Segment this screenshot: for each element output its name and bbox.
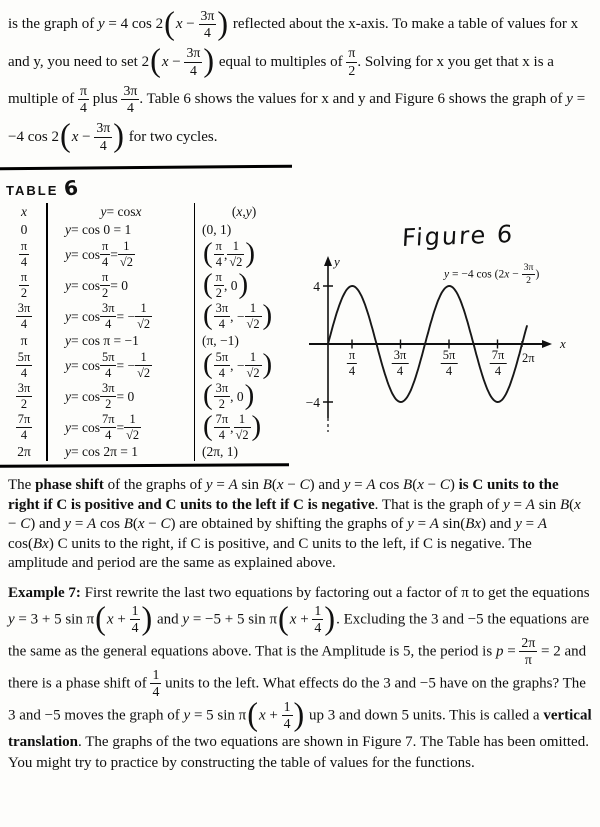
table-cell-x: 3π 4 (2, 301, 48, 332)
table-cell-pair: ( 7π 4 , 1 √2 ) (203, 410, 262, 443)
table-cell-pair: ( π 2 , 0 ) (203, 268, 249, 301)
table-row (2, 381, 293, 412)
x-tick-label-7pi-4: $\frac{7\pi}{4}$ (491, 348, 505, 379)
table-row (2, 412, 293, 443)
x-axis-arrow-icon (542, 340, 552, 348)
table-cell-pair: ( π 4 , 1 √2 ) (203, 237, 255, 270)
table-header-equation: y = cos x (48, 203, 195, 221)
figure-plot (296, 253, 596, 439)
table-label-number: 6 (62, 175, 80, 201)
paragraph-example-7: Example 7: First rewrite the last two equations by factoring out a factor of π to get the equations y = 3 + 5 sin π(x + $\frac{1}{4}$ ) and y = −5 + 5 sin π(x + $\frac{1}{4}$ ). Excluding the 3 and −5 the equations are the same as the general equations above. That is the Amplitude is 5, the period is p = $\frac{2\pi}{\pi}$ = 2 and there is a phase shift of $\frac{1}{4}$ units to the left. What effects do the 3 and −5 have on the graphs? The 3 and −5 moves the graph of y = 5 sin π(x + $\frac{1}{4}$ ) up 3 and down 5 units. This is called a vertical translation. The graphs of the two equations are shown in Figure 7. The Table has been omitted. You might try to practice by constructing the table of values for the functions. (8, 584, 592, 771)
y-tick-label-4: 4 (313, 279, 320, 294)
table-row (2, 270, 293, 301)
table-cell-x: 0 (2, 221, 48, 239)
table-header-x: x (2, 203, 48, 221)
table-label-prefix: TABLE (6, 183, 59, 198)
figure-equation: y = −4 cos (2x − $\frac{3\pi}{2}$ ) (444, 262, 540, 287)
figure-title: Figure 6 (401, 220, 515, 252)
table-header-row (2, 203, 293, 221)
table-row (2, 239, 293, 270)
table-cell-equation: y = cos 3π 4 = − 1 √2 (48, 301, 195, 332)
table-cell-equation: y = cos 0 = 1 (48, 221, 195, 239)
table-cell-equation: y = cos π 4 = 1 √2 (48, 239, 195, 270)
table-cell-equation: y = cos 2π = 1 (48, 443, 195, 461)
table-cell-x: 3π 2 (2, 381, 48, 412)
horizontal-rule-top (0, 165, 292, 171)
figure-6 (296, 222, 600, 448)
y-axis-arrow-icon (324, 256, 332, 266)
table-cell-x: 5π 4 (2, 350, 48, 381)
table-cell-equation: y = cos π = −1 (48, 332, 195, 350)
table-cell-x: 2π (2, 443, 48, 461)
table-cell-equation: y = cos π 2 = 0 (48, 270, 195, 301)
table-row (2, 443, 293, 461)
table-cell-pair: ( 3π 4 , − 1 √2 ) (203, 299, 273, 332)
x-tick-label-5pi-4: $\frac{5\pi}{4}$ (442, 348, 456, 379)
table-row (2, 350, 293, 381)
table-cell-pair: ( 5π 4 , − 1 √2 ) (203, 348, 273, 381)
table-cell-equation: y = cos 3π 2 = 0 (48, 381, 195, 412)
table-cell-pair: (0, 1) (202, 222, 232, 237)
table-cell-x: π (2, 332, 48, 350)
table-cell-x: π 2 (2, 270, 48, 301)
y-tick-label-neg4: −4 (305, 395, 320, 410)
x-tick-label-pi-4: $\frac{\pi}{4}$ (348, 348, 356, 379)
table-cell-equation: y = cos 7π 4 = 1 √2 (48, 412, 195, 443)
table-row (2, 332, 293, 350)
x-axis-label: x (560, 336, 566, 351)
table-label (6, 176, 600, 200)
table-row (2, 301, 293, 332)
table-cell-pair: ( 3π 2 , 0 ) (203, 379, 255, 412)
table-6 (2, 203, 293, 461)
table-body (2, 221, 293, 461)
table-cell-x: 7π 4 (2, 412, 48, 443)
x-tick-label-2pi: 2π (522, 351, 535, 365)
table-cell-equation: y = cos 5π 4 = − 1 √2 (48, 350, 195, 381)
table-cell-x: π 4 (2, 239, 48, 270)
paragraph-intro: is the graph of y = 4 cos 2(x − $\frac{3\pi}{4}$ ) reflected about the x-axis. To make a table of values for x and y, you need to set 2(x − $\frac{3\pi}{4}$ ) equal to multiples of $\frac{\pi}{2}$ . Solving for x you get that x is a multiple of $\frac{\pi}{4}$ plus $\frac{3\pi}{4}$ . Table 6 shows the values for x and y and Figure 6 shows the graph of y = −4 cos 2(x − $\frac{3\pi}{4}$ ) for two cycles. (8, 4, 586, 154)
y-axis-label: y (334, 254, 340, 269)
paragraph-phase-shift: The phase shift of the graphs of y = A sin B(x − C) and y = A cos B(x − C) is C units to the right if C is positive and C units to the left if C is negative. That is the graph of y = A sin B(x − C) and y = A cos B(x − C) are obtained by shifting the graphs of y = A sin(Bx) and y = A cos(Bx) C units to the right, if C is positive, and C units to the left, if C is negative. The amplitude and period are the same as explained above. (8, 477, 581, 572)
x-tick-label-3pi-4: $\frac{3\pi}{4}$ (393, 348, 407, 379)
table-cell-pair: (2π, 1) (202, 444, 239, 460)
table-header-pair: ( x , y ) (231, 204, 257, 219)
table-cell-pair: (π, −1) (202, 333, 239, 349)
horizontal-rule-bottom (0, 464, 289, 469)
